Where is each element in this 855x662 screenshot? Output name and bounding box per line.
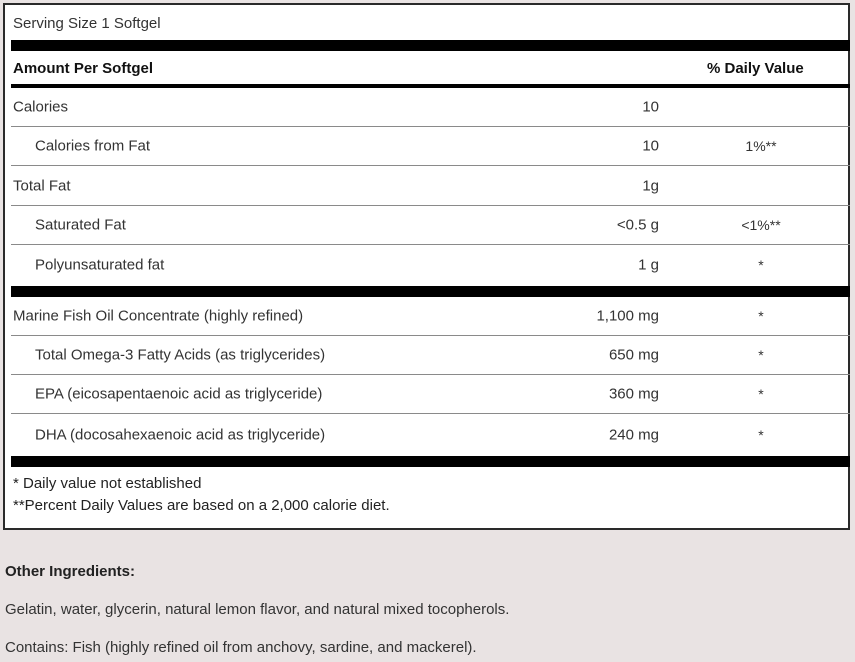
nutrient-daily-value: <1%**: [741, 217, 781, 233]
nutrient-daily-value: *: [758, 386, 764, 402]
nutrient-amount: 240 mg: [608, 426, 659, 443]
nutrient-row-calories-from-fat: [11, 127, 850, 166]
amount-header: Amount Per Softgel: [13, 60, 154, 77]
nutrient-name: Total Fat: [13, 177, 71, 195]
nutrient-row-polyunsaturated-fat: [11, 245, 850, 284]
nutrient-amount: 1 g: [638, 256, 659, 273]
nutrient-name: Total Omega-3 Fatty Acids (as triglycerides): [35, 346, 326, 364]
nutrient-row-saturated-fat: [11, 206, 850, 245]
nutrient-amount: 1,100 mg: [596, 307, 659, 325]
nutrient-row-omega-3: [11, 336, 850, 375]
allergen-statement: Contains: Fish (highly refined oil from anchovy, sardine, and mackerel).: [5, 639, 477, 656]
other-ingredients-list: Gelatin, water, glycerin, natural lemon flavor, and natural mixed tocopherols.: [5, 601, 510, 618]
nutrient-amount: 1g: [642, 177, 659, 195]
nutrient-amount: 10: [642, 98, 659, 116]
nutrient-amount: 650 mg: [608, 346, 659, 364]
footnote-daily-value: * Daily value not established: [13, 475, 202, 492]
nutrient-name: EPA (eicosapentaenoic acid as triglyceride): [35, 385, 323, 403]
footnote-percent-daily-value: **Percent Daily Values are based on a 2,000 calorie diet.: [13, 497, 390, 514]
nutrient-amount: 360 mg: [608, 385, 659, 403]
nutrient-name: Polyunsaturated fat: [35, 256, 165, 273]
nutrient-amount: <0.5 g: [616, 216, 659, 234]
nutrient-amount: 10: [642, 137, 659, 155]
other-ingredients-heading: Other Ingredients:: [5, 563, 136, 580]
thick-divider: [11, 286, 850, 297]
nutrient-row-marine-fish-oil: [11, 297, 850, 336]
nutrient-name: Calories: [13, 98, 69, 116]
nutrient-row-dha: [11, 415, 850, 454]
serving-size: Serving Size 1 Softgel: [13, 15, 161, 32]
nutrient-name: Saturated Fat: [35, 216, 126, 234]
nutrient-daily-value: 1%**: [745, 138, 777, 154]
nutrient-row-epa: [11, 375, 850, 414]
nutrient-name: DHA (docosahexaenoic acid as triglyceride): [35, 426, 326, 443]
nutrient-row-total-fat: [11, 167, 850, 206]
nutrient-name: Calories from Fat: [35, 137, 151, 155]
supplement-facts-panel: [3, 3, 850, 530]
nutrient-daily-value: *: [758, 256, 764, 273]
nutrient-daily-value: *: [758, 347, 764, 363]
nutrient-name: Marine Fish Oil Concentrate (highly refined): [13, 307, 304, 325]
daily-value-header: % Daily Value: [707, 60, 804, 77]
nutrient-daily-value: *: [758, 426, 764, 443]
nutrient-row-calories: [11, 88, 850, 127]
thick-divider: [11, 456, 850, 467]
nutrient-daily-value: *: [758, 308, 764, 324]
thick-divider: [11, 40, 850, 51]
